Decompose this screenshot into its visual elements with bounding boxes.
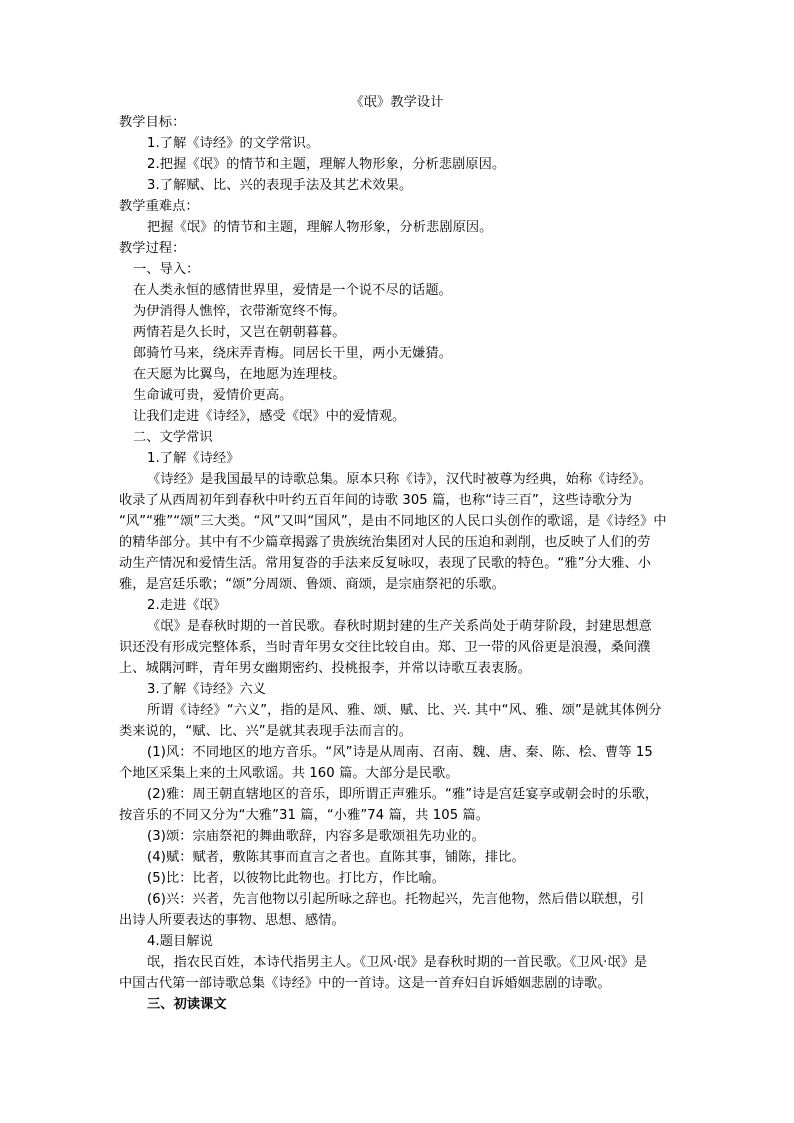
paragraph-line: 《诗经》是我国最早的诗歌总集。原本只称《诗》，汉代时被尊为经典，始称《诗经》。 [147,472,653,487]
six-meanings-line: (3)颂：宗庙祭祀的舞曲歌辞，内容多是歌颂祖先功业的。 [147,829,485,844]
objective-item: 3.了解赋、比、兴的表现手法及其艺术效果。 [147,178,413,193]
paragraph-line: 收录了从西周初年到春秋中叶约五百年间的诗歌 305 篇，也称“诗三百”，这些诗歌分为 [119,493,632,508]
subsection-heading: 1.了解《诗经》 [147,451,240,466]
intro-line: 在人类永恒的感情世界里，爱情是一个说不尽的话题。 [133,283,452,298]
intro-line: 为伊消得人憔悴，衣带渐宽终不悔。 [133,304,346,319]
intro-line: 在天愿为比翼鸟，在地愿为连理枝。 [133,367,346,382]
objectives-heading: 教学目标： [119,115,186,130]
six-meanings-line: 出诗人所要表达的事物、思想、感情。 [119,913,345,928]
six-meanings-line: 个地区采集上来的土风歌谣。共 160 篇。大部分是民歌。 [119,766,459,781]
six-meanings-line: (6)兴：兴者，先言他物以引起所咏之辞也。托物起兴，先言他物，然后借以联想，引 [147,892,645,907]
objective-item: 2.把握《氓》的情节和主题，理解人物形象，分析悲剧原因。 [147,157,506,172]
subsection-heading: 2.走进《氓》 [147,598,227,613]
six-meanings-line: (1)风：不同地区的地方音乐。“风”诗是从周南、召南、魏、唐、秦、陈、桧、曹等 15 [147,745,653,760]
paragraph-line: “风”“雅”“颂”三大类。“风”又叫“国风”，是由不同地区的人民口头创作的歌谣，是《诗经》中 [119,514,667,529]
intro-line: 郎骑竹马来，绕床弄青梅。同居长干里，两小无嫌猜。 [133,346,452,361]
page-title: 《氓》教学设计 [350,95,444,110]
paragraph-line: 动生产情况和爱情生活。常用复沓的手法来反复咏叹，表现了民歌的特色。“雅”分大雅、小 [119,556,652,571]
paragraph-line: 识还没有形成完整体系，当时青年男女交往比较自由。郑、卫一带的风俗更是浪漫，桑间濮 [119,640,651,655]
objective-item: 1.了解《诗经》的文学常识。 [147,136,320,151]
process-heading: 教学过程： [119,241,186,256]
subsection-heading: 4.题目解说 [147,934,213,949]
literature-heading: 二、文学常识 [133,430,213,445]
intro-line: 让我们走进《诗经》，感受《氓》中的爱情观。 [133,409,406,424]
key-points-text: 把握《氓》的情节和主题，理解人物形象，分析悲剧原因。 [147,220,493,235]
paragraph-line: 所谓《诗经》“六义”，指的是风、雅、颂、赋、比、兴. 其中“风、雅、颂”是就其体例分 [147,703,662,718]
paragraph-line: 《氓》是春秋时期的一首民歌。春秋时期封建的生产关系尚处于萌芽阶段，封建思想意 [147,619,652,634]
six-meanings-line: (4)赋：赋者，敷陈其事而直言之者也。直陈其事，铺陈，排比。 [147,850,525,865]
key-points-heading: 教学重难点： [119,199,199,214]
intro-line: 两情若是久长时，又岂在朝朝暮暮。 [133,325,346,340]
paragraph-line: 雅，是宫廷乐歌；“颂”分周颂、鲁颂、商颂，是宗庙祭祀的乐歌。 [119,577,505,592]
paragraph-line: 上、城隅河畔，青年男女幽期密约、投桃报李，并常以诗歌互表衷肠。 [119,661,531,676]
six-meanings-line: 按音乐的不同又分为“大雅”31 篇，“小雅”74 篇，共 105 篇。 [119,808,490,823]
paragraph-line: 中国古代第一部诗歌总集《诗经》中的一首诗。这是一首弃妇自诉婚姻悲剧的诗歌。 [119,976,611,991]
six-meanings-line: (5)比：比者，以彼物比此物也。打比方，作比喻。 [147,871,446,886]
paragraph-line: 的精华部分。其中有不少篇章揭露了贵族统治集团对人民的压迫和剥削，也反映了人们的劳 [119,535,651,550]
paragraph-line: 氓，指农民百姓，本诗代指男主人。《卫风·氓》是春秋时期的一首民歌。《卫风·氓》是 [147,955,648,970]
subsection-heading: 3.了解《诗经》六义 [147,682,267,697]
six-meanings-line: (2)雅：周王朝直辖地区的音乐，即所谓正声雅乐。“雅”诗是宫廷宴享或朝会时的乐歌， [147,787,659,802]
intro-line: 生命诚可贵，爱情价更高。 [133,388,293,403]
reading-heading: 三、初读课文 [147,997,227,1012]
paragraph-line: 类来说的，“赋、比、兴”是就其表现手法而言的。 [119,724,412,739]
intro-heading: 一、导入： [133,262,200,277]
